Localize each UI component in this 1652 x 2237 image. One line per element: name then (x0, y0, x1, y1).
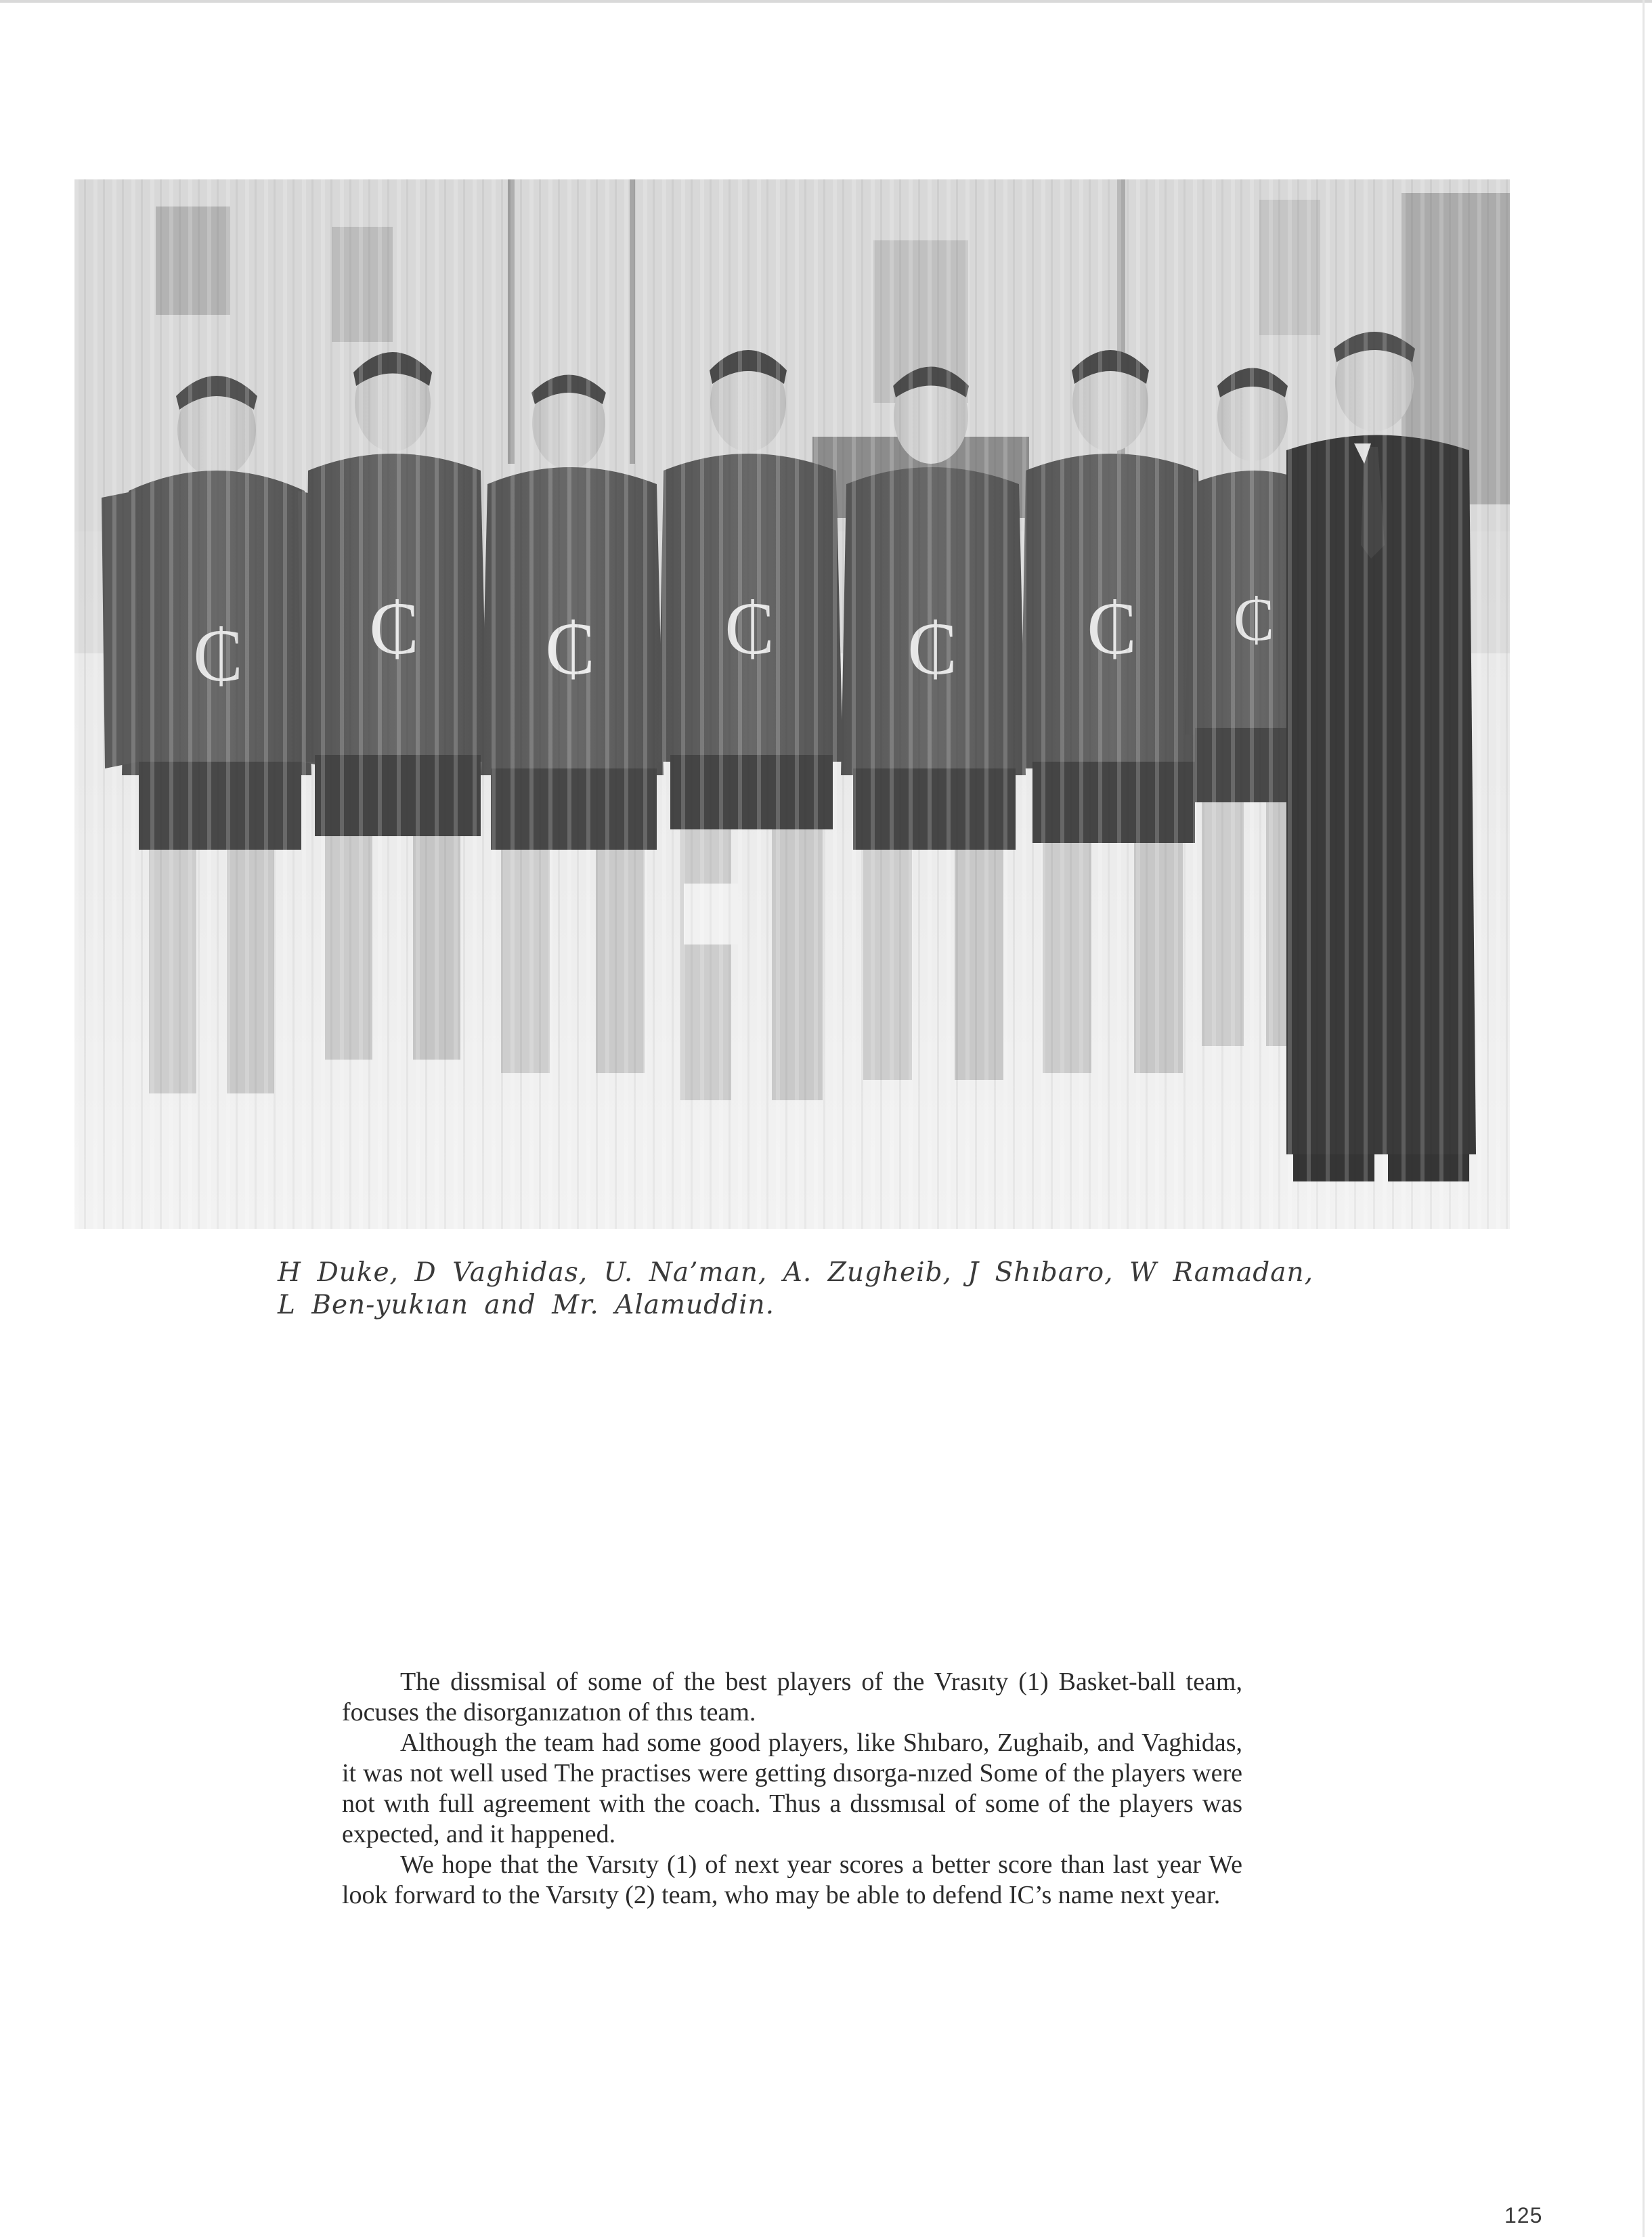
team-photo-illustration (74, 179, 1510, 1229)
page-edge (1643, 0, 1645, 2237)
article-body (342, 1667, 1242, 1911)
photo-caption: H Duke, D Vaghidas, U. Na’man, A. Zugheib, J Shıbaro, W Ramadan, L Ben-yukıan and Mr. Alamuddin. (278, 1257, 1313, 1320)
page-number: 125 (1504, 2203, 1543, 2228)
article-paragraph: Although the team had some good players, like Shıbaro, Zughaib, and Vaghidas, it was not well used The practises were getting dısorga-nızed Some of the players were not wıth full agreement with the coach. Thus a dıssmısal of some of the players was expected, and it happened. (342, 1729, 1242, 1848)
article-paragraph: We hope that the Varsıty (1) of next year scores a better score than last year We look forward to the Varsıty (2) team, who may be able to defend IC’s name next year. (342, 1850, 1242, 1909)
article-paragraph: The dissmisal of some of the best players of the Vrasıty (1) Basket-ball team, focuses the disorganızatıon of thıs team. (342, 1668, 1242, 1726)
team-photo (74, 179, 1510, 1229)
top-rule (0, 0, 1652, 3)
